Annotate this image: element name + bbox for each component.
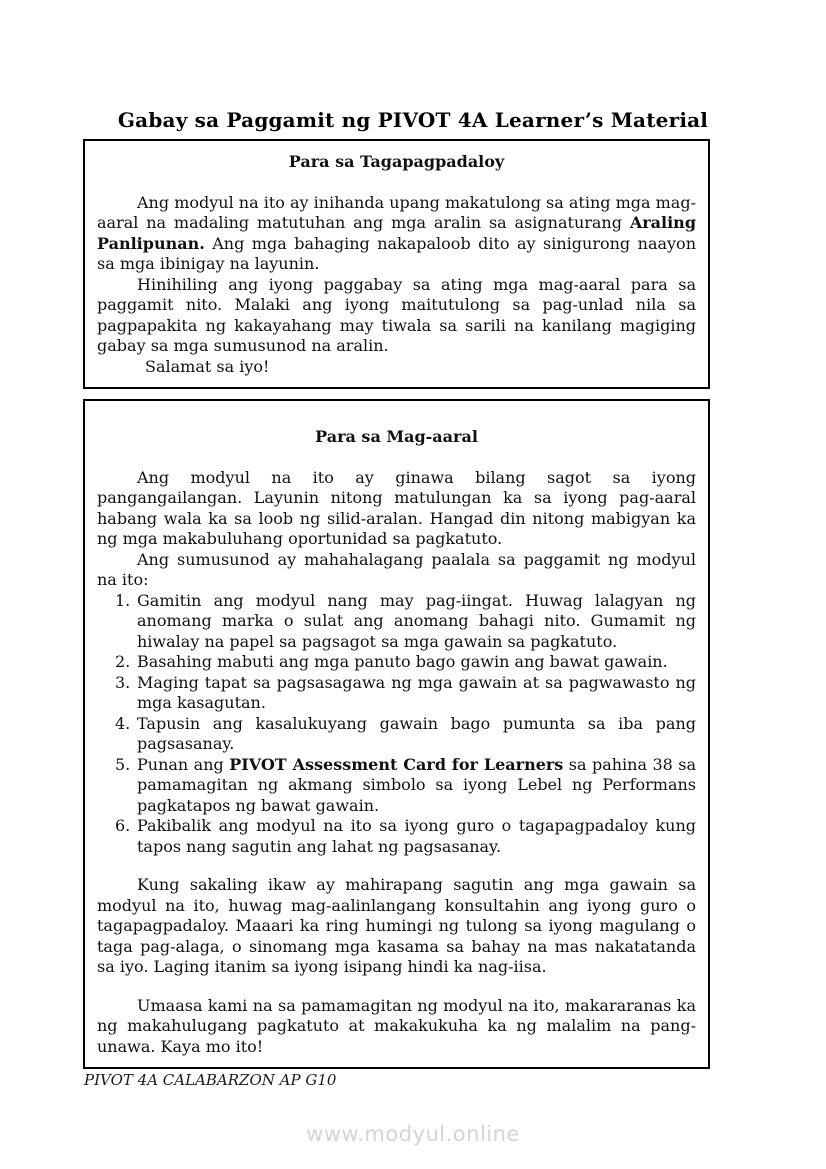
learner-box-heading: Para sa Mag-aaral [315,427,478,446]
watermark: www.modyul.online [306,1122,520,1146]
list-item [115,755,696,817]
footer-text: PIVOT 4A CALABARZON AP G10 [84,1071,337,1089]
facilitator-paragraph-1 [97,193,696,275]
list-item-text [137,755,696,817]
list-item [115,714,696,755]
instruction-list [97,591,696,858]
facilitator-paragraph-2: Hinihiling ang iyong paggabay sa ating mga mag-aaral para sa paggamit nito. Malaki ang iyong maitutulong sa pag-unlad nila sa pagpapakita ng kakayahang may tiwala sa sarili na kanilang magiging gabay sa mga sumusunod na aralin. [97,274,696,355]
list-item-text: Pakibalik ang modyul na ito sa iyong guro o tagapagpadaloy kung tapos nang sagutin ang lahat ng pagsasanay. [137,816,696,856]
list-item-text: Tapusin ang kasalukuyang gawain bago pumunta sa iba pang pagsasanay. [137,713,696,753]
list-item-number: 4. [115,713,131,733]
learner-box [83,399,710,1069]
facilitator-closing-line: Salamat sa iyo! [145,356,270,376]
list-item [115,652,696,673]
learner-paragraph-4: Umaasa kami na sa pamamagitan ng modyul na ito, makararanas ka ng makahulugang pagkatuto at makakukuha ka ng malalim na pang-unawa. Kaya mo ito! [97,995,696,1056]
list-item-number: 3. [115,672,131,692]
learner-paragraph-3: Kung sakaling ikaw ay mahirapang sagutin ang mga gawain sa modyul na ito, huwag mag-aalinlangang konsultahin ang iyong guro o tagapagpadaloy. Maaari ka ring humingi ng tulong sa iyong magulang o taga pag-alaga, o sinomang mga kasama sa bahay na mas nakatatanda sa iyo. Laging itanim sa iyong isipang hindi ka nag-iisa. [97,875,696,976]
list-item-text-post: sa pahina 38 sa pamamagitan ng akmang simbolo sa iyong Lebel ng Performans pagkatapos ng bawat gawain. [137,754,696,815]
list-item [115,673,696,714]
list-item-text: Basahing mabuti ang mga panuto bago gawin ang bawat gawain. [137,652,668,671]
list-item-text-pre: Punan ang [137,754,230,774]
facilitator-box-heading: Para sa Tagapagpadaloy [288,152,505,171]
bold-assessment-card-name: PIVOT Assessment Card for Learners [229,754,564,774]
list-item-number: 6. [115,816,131,835]
list-item-number: 2. [115,652,131,671]
learner-paragraph-1: Ang modyul na ito ay ginawa bilang sagot sa iyong pangangailangan. Layunin nitong matulungan ka sa iyong pag-aaral habang wala ka sa loob ng silid-aralan. Hangad din nitong mabigyan ka ng mga makabuluhang oportunidad sa pagkatuto. [97,467,696,548]
paragraph-text: Ang mga bahaging nakapaloob dito ay sinigurong naayon sa mga ibinigay na layunin. [97,233,696,273]
list-item [115,816,696,857]
list-item-text: Maging tapat sa pagsasagawa ng mga gawain at sa pagwawasto ng mga kasagutan. [137,672,696,712]
list-item-number: 5. [115,754,131,774]
bold-subject-name: Araling Panlipunan. [97,213,696,253]
facilitator-box [83,139,710,389]
page-title: Gabay sa Paggamit ng PIVOT 4A Learner’s Material [117,108,709,132]
list-item-number: 1. [115,590,131,610]
paragraph-text: Ang modyul na ito ay inihanda upang makatulong sa ating mga mag-aaral na madaling matutuhan ang mga aralin sa asignaturang [97,192,696,232]
list-item-text: Gamitin ang modyul nang may pag-iingat. Huwag lalagyan ng anomang marka o sulat ang anomang bahagi nito. Gumamit ng hiwalay na papel sa pagsagot sa mga gawain sa pagkatuto. [137,590,696,651]
list-item [115,591,696,653]
learner-paragraph-2: Ang sumusunod ay mahahalagang paalala sa paggamit ng modyul na ito: [97,549,696,589]
